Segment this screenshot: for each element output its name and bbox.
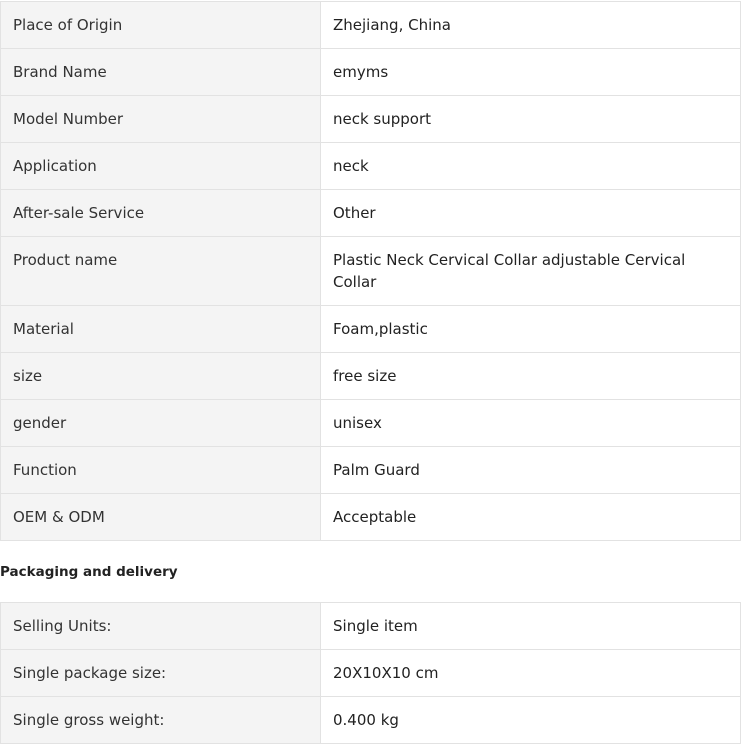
table-row (1, 2, 741, 49)
attribute-value: neck support (321, 96, 741, 143)
attribute-value: unisex (321, 400, 741, 447)
attribute-value: Plastic Neck Cervical Collar adjustable Cervical Collar (321, 237, 741, 306)
attribute-value: Other (321, 190, 741, 237)
packaging-value: 20X10X10 cm (321, 650, 741, 697)
packaging-table (0, 602, 741, 744)
table-row (1, 603, 741, 650)
key-attributes-table (0, 1, 741, 541)
attribute-label: Place of Origin (1, 2, 321, 49)
table-row (1, 650, 741, 697)
attribute-value: Foam,plastic (321, 306, 741, 353)
attribute-value: Acceptable (321, 494, 741, 541)
table-row (1, 447, 741, 494)
table-row (1, 190, 741, 237)
attribute-value: emyms (321, 49, 741, 96)
attribute-value: neck (321, 143, 741, 190)
table-row (1, 49, 741, 96)
attribute-label: Application (1, 143, 321, 190)
table-row (1, 306, 741, 353)
table-row (1, 494, 741, 541)
attribute-value: Zhejiang, China (321, 2, 741, 49)
attribute-label: OEM & ODM (1, 494, 321, 541)
table-row (1, 96, 741, 143)
attribute-value: free size (321, 353, 741, 400)
table-row (1, 697, 741, 744)
table-row (1, 143, 741, 190)
packaging-value: Single item (321, 603, 741, 650)
packaging-value: 0.400 kg (321, 697, 741, 744)
attribute-label: Model Number (1, 96, 321, 143)
attribute-label: After-sale Service (1, 190, 321, 237)
table-row (1, 237, 741, 306)
attribute-label: Function (1, 447, 321, 494)
attribute-label: size (1, 353, 321, 400)
attribute-label: Product name (1, 237, 321, 306)
attribute-label: Brand Name (1, 49, 321, 96)
packaging-label: Selling Units: (1, 603, 321, 650)
packaging-section-heading: Packaging and delivery (0, 564, 178, 580)
packaging-label: Single gross weight: (1, 697, 321, 744)
attribute-label: gender (1, 400, 321, 447)
attribute-label: Material (1, 306, 321, 353)
table-row (1, 353, 741, 400)
table-row (1, 400, 741, 447)
packaging-label: Single package size: (1, 650, 321, 697)
attribute-value: Palm Guard (321, 447, 741, 494)
